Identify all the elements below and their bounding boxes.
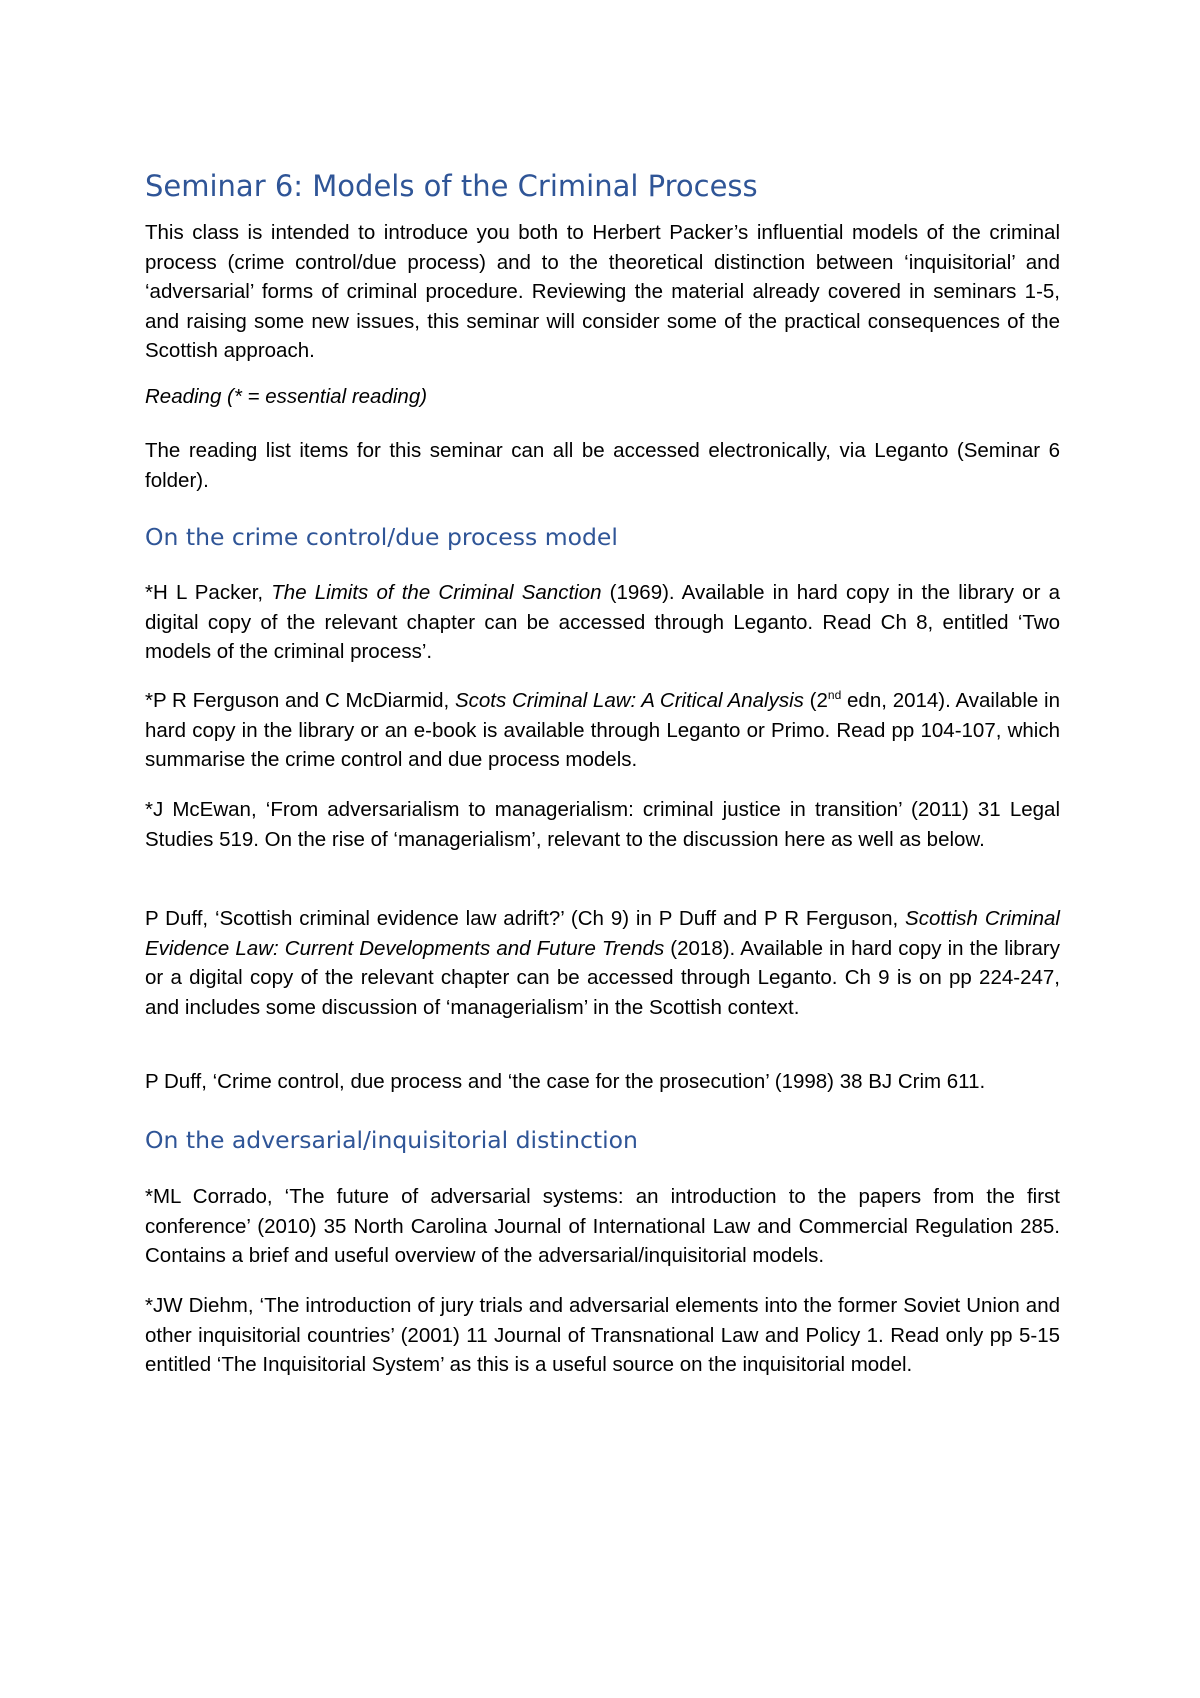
intro-paragraph: This class is intended to introduce you both to Herbert Packer’s influential models of the criminal process (crime control/due process) and to the theoretical distinction between ‘inquisitorial’ and ‘adversarial’ forms of criminal procedure. Reviewing the material already covered in seminars 1-5, and raising some new issues, this seminar will consider some of the practical consequences of the Scottish approach. <box>145 221 1060 363</box>
section-heading-adversarial: On the adversarial/inquisitorial distinction <box>145 1126 638 1154</box>
reading-entry-duff-crime-control: P Duff, ‘Crime control, due process and ‘the case for the prosecution’ (1998) 38 BJ Crim 611. <box>145 1070 986 1093</box>
entry-text: (2018). Available in hard copy in the library or a digital copy of the relevant chapter can be accessed through Leganto. Ch 9 is on pp 224-247, and includes some discussion of ‘managerialism’ in the Scottish context. <box>145 936 1061 1019</box>
entry-title: Scottish Criminal Evidence Law: Current Developments and Future Trends <box>145 907 1060 960</box>
reading-label: Reading (* = essential reading) <box>145 385 428 408</box>
entry-title: The Limits of the Criminal Sanction <box>271 581 602 604</box>
reading-entry-ferguson <box>145 686 1060 775</box>
reading-entry-corrado: *ML Corrado, ‘The future of adversarial systems: an introduction to the papers from the first conference’ (2010) 35 North Carolina Journal of International Law and Commercial Regulation 285. Contains a brief and useful overview of the adversarial/inquisitorial models. <box>145 1185 1060 1268</box>
entry-text: P Duff, ‘Scottish criminal evidence law adrift?’ (Ch 9) in P Duff and P R Ferguson, <box>145 907 906 930</box>
entry-text: *P R Ferguson and C McDiarmid, <box>145 689 455 712</box>
reading-entry-packer <box>145 578 1060 667</box>
entry-superscript: nd <box>827 688 842 703</box>
entry-text: (1969). Available in hard copy in the library or a digital copy of the relevant chapter can be accessed through Leganto. Read Ch 8, entitled ‘Two models of the criminal process’. <box>145 581 1060 664</box>
reading-entry-mcewan: *J McEwan, ‘From adversarialism to managerialism: criminal justice in transition’ (2011) 31 Legal Studies 519. On the rise of ‘managerialism’, relevant to the discussion here as well as below. <box>145 798 1060 851</box>
section-heading-crime-control: On the crime control/due process model <box>145 523 618 551</box>
entry-title: Scots Criminal Law: A Critical Analysis <box>454 689 804 712</box>
access-note: The reading list items for this seminar can all be accessed electronically, via Leganto (Seminar 6 folder). <box>145 439 1060 492</box>
reading-entry-diehm: *JW Diehm, ‘The introduction of jury trials and adversarial elements into the former Soviet Union and other inquisitorial countries’ (2001) 11 Journal of Transnational Law and Policy 1. Read only pp 5-15 entitled ‘The Inquisitorial System’ as this is a useful source on the inquisitorial model. <box>145 1294 1060 1377</box>
entry-text: (2 <box>803 689 828 712</box>
entry-text: *H L Packer, <box>145 581 272 604</box>
reading-entry-duff-adrift <box>145 904 1060 1022</box>
entry-text: edn, 2014). Available in hard copy in the library or an e-book is available through Leganto or Primo. Read pp 104-107, which summarise the crime control and due process models. <box>145 689 1061 772</box>
page-title: Seminar 6: Models of the Criminal Process <box>145 169 758 203</box>
